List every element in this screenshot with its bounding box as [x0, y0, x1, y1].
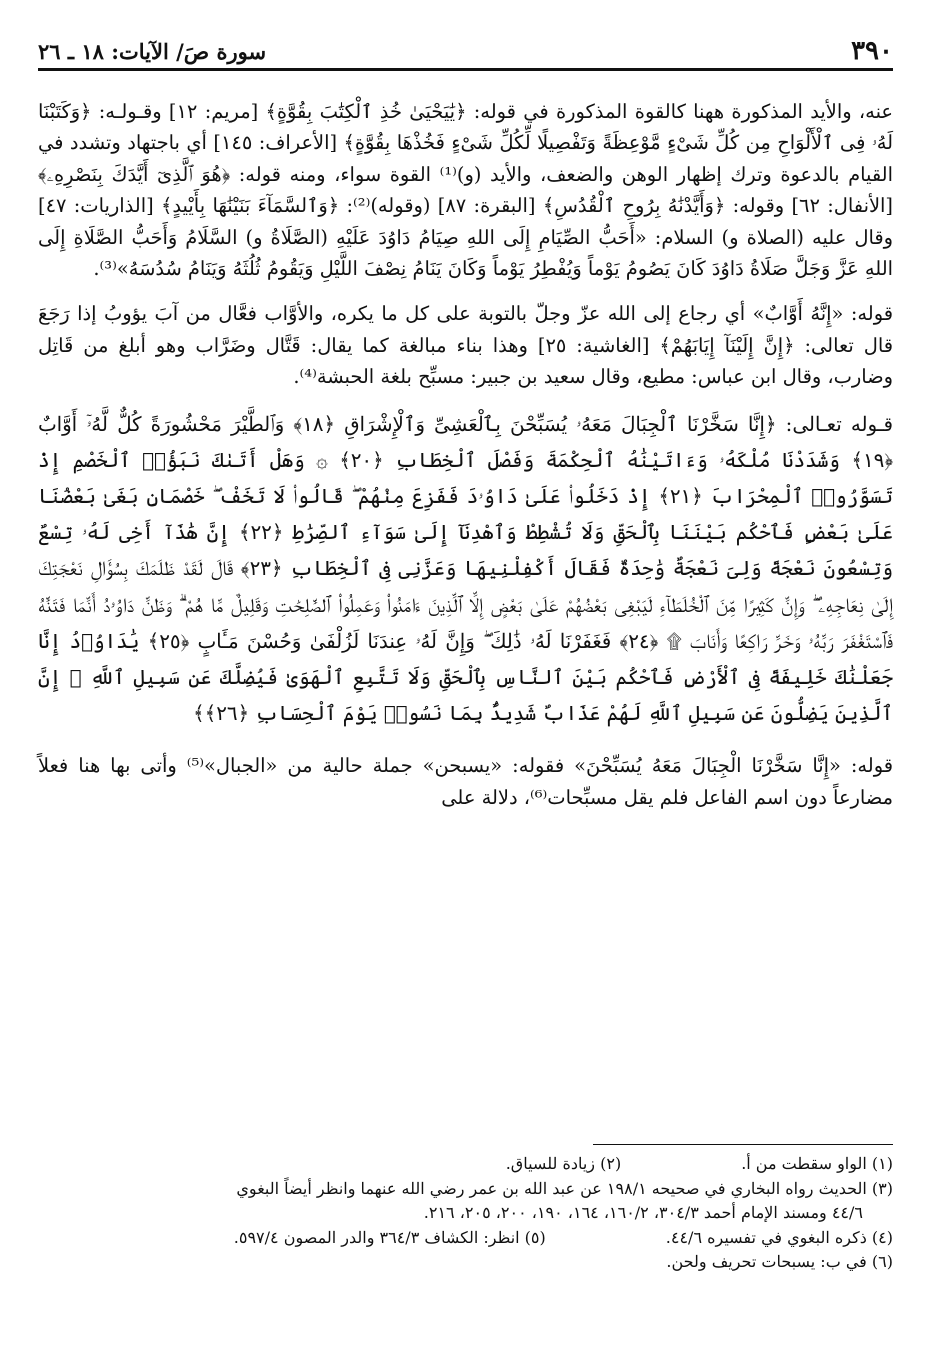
- main-text: [38, 96, 893, 813]
- footnote: (١) الواو سقطت من أ.: [741, 1154, 893, 1173]
- footnotes: [38, 1152, 893, 1275]
- commentary-paragraph: عنه، والأيد المذكورة ههنا كالقوة المذكورة في قوله: ﴿يَٰيَحْيَىٰ خُذِ ٱلْكِتَٰبَ بِقُوَّةٍ﴾ [مريم: ١٢] وقـولـه: ﴿وَكَتَبْنَا لَهُۥ فِى ٱلْأَلْوَاحِ مِن كُلِّ شَىْءٍ مَّوْعِظَةً وَتَفْصِيلًا لِّكُلِّ شَىْءٍ فَخُذْهَا بِقُوَّةٍ﴾ [الأعراف: ١٤٥] أي باجتهاد وتشدد في القيام بالدعوة وترك إظهار الوهن والضعف، والأيد (و)⁽¹⁾ القوة سواء، ومنه قوله: ﴿هُوَ ٱلَّذِىٓ أَيَّدَكَ بِنَصْرِهِۦ﴾ [الأنفال: ٦٢] وقوله: ﴿وَأَيَّدْنَٰهُ بِرُوحِ ٱلْقُدُسِ﴾ [البقرة: ٨٧] (وقوله)⁽²⁾: ﴿وَٱلسَّمَآءَ بَنَيْنَٰهَا بِأَيْيدٍ﴾ [الذاريات: ٤٧] وقال عليه (الصلاة و) السلام: «أَحَبُّ الصِّيَامِ إِلَى اللهِ صِيَامُ دَاوُدَ عَلَيْهِ (الصَّلَاةُ و) السَّلَامُ وَأَحَبُّ الصَّلَاةِ إِلَى اللهِ عَزَّ وَجَلَّ صَلَاةُ دَاوُدَ كَانَ يَصُومُ يَوْماً وَيُفْطِرُ يَوْماً وَكَانَ يَنَامُ نِصْفَ اللَّيْلِ وَيَقُومُ ثُلُثَهُ وَيَنَامُ سُدُسَهُ»⁽³⁾.: [38, 100, 894, 281]
- footnote: (٥) انظر: الكشاف ٣٦٤/٣ والدر المصون ٥٩٧/٤.: [233, 1227, 546, 1247]
- page-number: ٣٩٠: [851, 36, 893, 66]
- footnote-separator: [593, 1144, 893, 1145]
- running-header: [38, 28, 893, 71]
- surah-title: سورة صَ/ الآيات: ١٨ ـ ٢٦: [38, 39, 267, 64]
- commentary-paragraph: قوله: «إِنَّا سَخَّرْنَا الْجِبَالَ مَعَهُ يُسَبِّحْنَ» فقوله: «يسبحن» جملة حالية من «الجبال»⁽⁵⁾ وأتى بها هنا فعلاً مضارعاً دون اسم الفاعل فلم يقل مسبِّحات⁽⁶⁾، دلالة على: [38, 754, 893, 809]
- quran-verses-block: قـوله تعـالى: ﴿إِنَّا سَخَّرْنَا ٱلْجِبَالَ مَعَهُۥ يُسَبِّحْنَ بِٱلْعَشِىِّ وَٱلْإِشْرَاقِ ﴿١٨﴾ وَٱلطَّيْرَ مَحْشُورَةً كُلٌّ لَّهُۥٓ أَوَّابٌ ﴿١٩﴾ وَشَدَدْنَا مُلْكَهُۥ وَءَاتَيْنَٰهُ ٱلْحِكْمَةَ وَفَصْلَ ٱلْخِطَابِ ﴿٢٠﴾ ۞ وَهَلْ أَتَىٰكَ نَبَؤُا۟ ٱلْخَصْمِ إِذْ تَسَوَّرُوا۟ ٱلْمِحْرَابَ ﴿٢١﴾ إِذْ دَخَلُوا۟ عَلَىٰ دَاوُۥدَ فَفَزِعَ مِنْهُمْ ۖ قَالُوا۟ لَا تَخَفْ ۖ خَصْمَانِ بَغَىٰ بَعْضُنَا عَلَىٰ بَعْضٍ فَٱحْكُم بَيْنَنَا بِٱلْحَقِّ وَلَا تُشْطِطْ وَٱهْدِنَآ إِلَىٰ سَوَآءِ ٱلصِّرَٰطِ ﴿٢٢﴾ إِنَّ هَٰذَآ أَخِى لَهُۥ تِسْعٌ وَتِسْعُونَ نَعْجَةً وَلِىَ نَعْجَةٌ وَٰحِدَةٌ فَقَالَ أَكْفِلْنِيهَا وَعَزَّنِى فِى ٱلْخِطَابِ ﴿٢٣﴾ قَالَ لَقَدْ ظَلَمَكَ بِسُؤَالِ نَعْجَتِكَ إِلَىٰ نِعَاجِهِۦ ۖ وَإِنَّ كَثِيرًا مِّنَ ٱلْخُلَطَآءِ لَيَبْغِى بَعْضُهُمْ عَلَىٰ بَعْضٍ إِلَّا ٱلَّذِينَ ءَامَنُوا۟ وَعَمِلُوا۟ ٱلصَّٰلِحَٰتِ وَقَلِيلٌ مَّا هُمْ ۗ وَظَنَّ دَاوُۥدُ أَنَّمَا فَتَنَّٰهُ فَٱسْتَغْفَرَ رَبَّهُۥ وَخَرَّ رَاكِعًا وَأَنَابَ ۩ ﴿٢٤﴾ فَغَفَرْنَا لَهُۥ ذَٰلِكَ ۖ وَإِنَّ لَهُۥ عِندَنَا لَزُلْفَىٰ وَحُسْنَ مَـَٔابٍ ﴿٢٥﴾ يَٰدَاوُۥدُ إِنَّا جَعَلْنَٰكَ خَلِيفَةً فِى ٱلْأَرْضِ فَٱحْكُم بَيْنَ ٱلنَّاسِ بِٱلْحَقِّ وَلَا تَتَّبِعِ ٱلْهَوَىٰ فَيُضِلَّكَ عَن سَبِيلِ ٱللَّهِ ۚ إِنَّ ٱلَّذِينَ يَضِلُّونَ عَن سَبِيلِ ٱللَّهِ لَهُمْ عَذَابٌ شَدِيدٌۢ بِمَا نَسُوا۟ يَوْمَ ٱلْحِسَابِ ﴿٢٦﴾﴾: [38, 412, 894, 726]
- footnote: (٢) زيادة للسياق.: [505, 1154, 622, 1173]
- footnote: (٦) في ب: يسبحات تحريف ولحن.: [666, 1252, 893, 1271]
- footnote: (٤) ذكره البغوي في تفسيره ٤٤/٦.: [665, 1227, 893, 1247]
- footnote-line: [38, 1152, 893, 1177]
- footnote-continuation: ٤٤/٦ ومسند الإمام أحمد ٣٠٤/٣، ١٦٠/٢، ١٦٤، ١٩٠، ٢٠٠، ٢٠٥، ٢١٦.: [423, 1203, 863, 1222]
- footnote-line: [38, 1226, 893, 1251]
- footnote: (٣) الحديث رواه البخاري في صحيحه ١٩٨/١ عن عبد الله بن عمر رضي الله عنهما وانظر أيضاً البغوي: [236, 1178, 893, 1198]
- commentary-paragraph: قوله: «إِنَّهُ أَوَّابٌ» أي رجاع إلى الله عزّ وجلّ بالتوبة على كل ما يكره، والأوَّاب فعَّال من آبَ يؤوبُ إذا رَجَعَ قال تعالى: ﴿إِنَّ إِلَيْنَآ إِيَابَهُمْ﴾ [الغاشية: ٢٥] وهذا بناء مبالغة كما يقال: قَتَّال وضَرَّاب وهو أبلغ من قَاتِل وضارب، وقال ابن عباس: مطيع، وقال سعيد بن جبير: مسبِّح بلغة الحبشة⁽⁴⁾.: [38, 302, 893, 389]
